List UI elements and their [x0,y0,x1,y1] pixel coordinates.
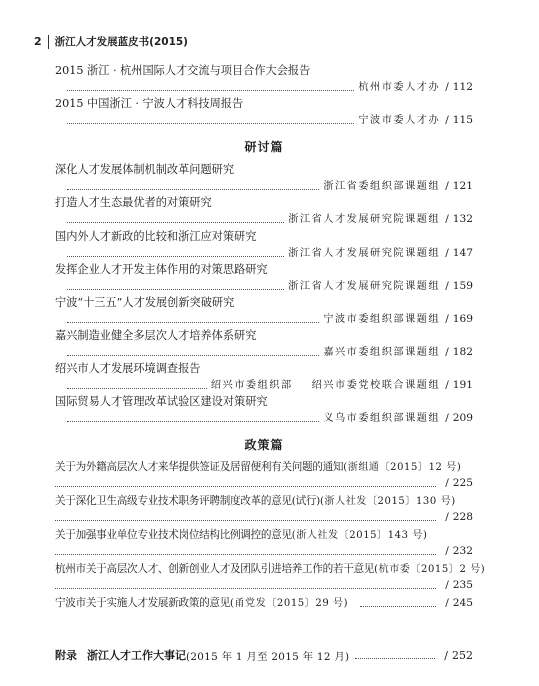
toc-entry[interactable] [55,494,473,524]
dot-leader [55,520,436,521]
toc-entry[interactable] [55,362,473,392]
dot-leader [67,189,319,190]
book-title: 浙江人才发展蓝皮书(2015) [54,36,188,48]
entry-author: 浙江省人才发展研究院课题组 [288,248,441,259]
appendix-label: 附录 [55,649,77,662]
section-heading-policy: 政策篇 [244,438,284,452]
entry-page: 245 [452,597,473,609]
entry-page: 191 [452,379,473,391]
entry-title [55,494,473,509]
entry-title: 打造人才生态最优者的对策研究 [55,196,212,209]
entry-author: 浙江省人才发展研究院课题组 [288,281,441,292]
entry-title: 嘉兴制造业健全多层次人才培养体系研究 [55,329,257,342]
dot-leader [67,289,284,290]
dot-leader [67,322,319,323]
entry-page: 147 [452,247,473,259]
dot-leader [67,256,284,257]
toc-entry[interactable] [55,528,473,558]
entry-title-text: 关于为外籍高层次人才来华提供签证及居留便利有关问题的通知 [55,461,344,473]
page-separator: / [445,579,449,591]
section-heading-research: 研讨篇 [244,140,284,154]
entry-page: 225 [452,477,473,489]
entry-leader-line [55,180,473,193]
page-separator: / [445,477,449,489]
dot-leader [55,588,436,589]
entry-leader-line [55,313,473,326]
entry-leader-line [55,477,473,490]
entry-title [55,596,348,611]
entry-document-number: (杭市委〔2015〕2 号) [374,564,486,575]
entry-page: 159 [452,280,473,292]
appendix-entry[interactable] [55,647,473,663]
toc-entry[interactable] [55,562,486,592]
page-separator: / [445,511,449,523]
entry-author: 浙江省人才发展研究院课题组 [288,214,441,225]
entry-author: 宁波市委组织部课题组 [323,314,441,325]
page-number: 2 [34,35,42,48]
entry-page: 228 [452,511,473,523]
running-header [34,34,188,49]
entry-leader-line [55,81,473,94]
entry-title-text: 关于深化卫生高级专业技术职务评聘制度改革的意见(试行) [55,495,321,507]
entry-document-number: (甬党发〔2015〕29 号) [230,598,349,609]
toc-entry[interactable] [55,230,473,260]
page-separator: / [445,81,449,93]
toc-entry[interactable] [55,296,473,326]
entry-leader-line [55,545,473,558]
entry-leader-line [55,213,473,226]
toc-entry[interactable] [55,97,473,127]
entry-document-number: (浙组通〔2015〕12 号) [343,462,462,473]
appendix-date-range: (2015 年 1 月至 2015 年 12 月) [186,650,350,663]
page-separator: / [445,545,449,557]
entry-author: 嘉兴市委组织部课题组 [323,347,441,358]
entry-leader-line [55,247,473,260]
entry-leader-line [55,412,473,425]
appendix-title: 浙江人才工作大事记 [87,649,186,662]
entry-page: 235 [452,579,473,591]
entry-title: 2015 中国浙江 · 宁波人才科技周报告 [55,97,244,110]
page-separator: / [444,648,448,662]
entry-leader-line [55,579,473,592]
dot-leader [67,123,354,124]
dot-leader [67,90,354,91]
entry-title [55,460,473,475]
entry-page: 132 [452,213,473,225]
toc-entry[interactable] [55,329,473,359]
page-separator: / [445,213,449,225]
dot-leader [67,222,284,223]
page-separator: / [445,180,449,192]
dot-leader [67,355,319,356]
entry-author: 义乌市委组织部课题组 [323,413,441,424]
entry-document-number: (浙人社发〔2015〕130 号) [320,496,456,507]
entry-title: 绍兴市人才发展环境调查报告 [55,362,201,375]
entry-page: 112 [452,81,473,93]
toc-entry[interactable] [55,596,473,611]
dot-leader [55,554,436,555]
entry-title: 宁波“十三五”人才发展创新突破研究 [55,296,235,309]
entry-title-text: 关于加强事业单位专业技术岗位结构比例调控的意见 [55,529,292,541]
dot-leader [67,421,319,422]
entry-leader-line [55,379,473,392]
toc-entry[interactable] [55,64,473,94]
dot-leader [360,606,436,607]
dot-leader [55,486,436,487]
page-separator: / [445,597,449,609]
entry-title: 国际贸易人才管理改革试验区建设对策研究 [55,395,268,408]
page-separator: / [445,379,449,391]
page-separator: / [445,114,449,126]
entry-title: 国内外人才新政的比较和浙江应对策研究 [55,230,257,243]
entry-title: 2015 浙江 · 杭州国际人才交流与项目合作大会报告 [55,64,311,77]
toc-entry[interactable] [55,163,473,193]
toc-entry[interactable] [55,395,473,425]
entry-title: 发挥企业人才开发主体作用的对策思路研究 [55,263,268,276]
entry-title-text: 宁波市关于实施人才发展新政策的意见 [55,597,230,609]
page-separator: / [445,313,449,325]
toc-entry[interactable] [55,196,473,226]
page-separator: / [445,280,449,292]
entry-page: 182 [452,346,473,358]
entry-author: 杭州市委人才办 [358,82,441,93]
entry-title [55,562,486,577]
toc-entry[interactable] [55,460,473,490]
entry-author: 浙江省委组织部课题组 [323,181,441,192]
entry-page: 169 [452,313,473,325]
entry-title [55,528,473,543]
entry-author: 宁波市委人才办 [358,115,441,126]
entry-leader-line [55,280,473,293]
entry-leader-line [55,114,473,127]
entry-leader-line [55,596,473,611]
entry-document-number: (浙人社发〔2015〕143 号) [291,530,428,541]
page-separator: / [445,412,449,424]
entry-title-text: 杭州市关于高层次人才、创新创业人才及团队引进培养工作的若干意见 [55,563,375,575]
dot-leader [355,658,435,659]
header-divider [48,35,49,49]
entry-leader-line [55,346,473,359]
entry-leader-line [55,511,473,524]
entry-page: 232 [452,545,473,557]
entry-author: 绍兴市委组织部 绍兴市委党校联合课题组 [210,380,441,391]
appendix-page: 252 [452,648,473,662]
dot-leader [67,388,207,389]
entry-title: 深化人才发展体制机制改革问题研究 [55,163,235,176]
page-separator: / [445,247,449,259]
page-separator: / [445,346,449,358]
toc-entry[interactable] [55,263,473,293]
entry-page: 209 [452,412,473,424]
entry-page: 121 [452,180,473,192]
entry-page: 115 [452,114,473,126]
